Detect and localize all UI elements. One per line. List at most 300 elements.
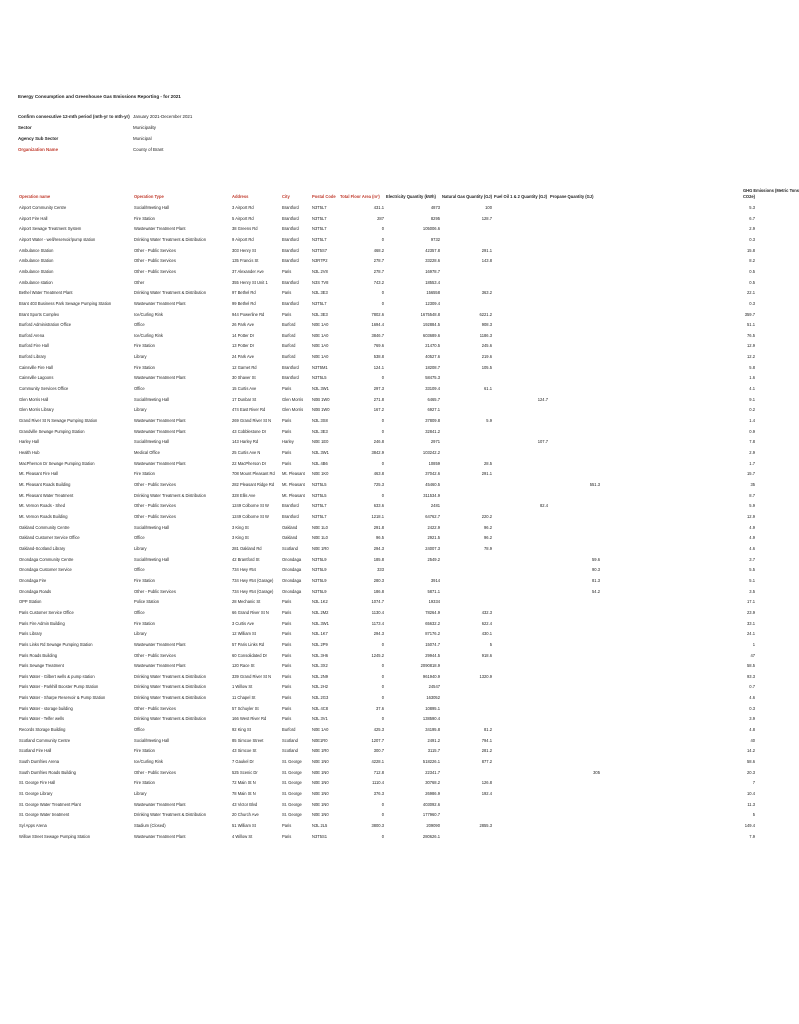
cell-city: Paris bbox=[282, 450, 292, 456]
cell-electricity: 21470.5 bbox=[425, 343, 440, 349]
cell-floor-area: 712.8 bbox=[373, 769, 384, 775]
cell-fuel-oil bbox=[493, 810, 549, 821]
cell-postal-code: N3T5S1 bbox=[312, 833, 328, 839]
cell-ghg: 15.7 bbox=[747, 471, 755, 477]
cell-natural-gas bbox=[441, 394, 493, 405]
cell-operation-type: Drinking Water Treatment & Distribution bbox=[134, 716, 206, 722]
cell-electricity: 192884.5 bbox=[422, 322, 440, 328]
cell-electricity: 45460.5 bbox=[425, 482, 440, 487]
cell-floor-area: 0 bbox=[381, 673, 384, 679]
cell-propane bbox=[549, 650, 601, 661]
cell-address: 9 Airport Rd bbox=[232, 236, 254, 242]
cell-natural-gas: 96.2 bbox=[484, 524, 492, 530]
cell-operation-type: Office bbox=[134, 567, 145, 573]
cell-postal-code: N3L 3V1 bbox=[312, 716, 328, 722]
cell-natural-gas bbox=[441, 661, 493, 672]
cell-floor-area: 294.3 bbox=[373, 545, 384, 551]
cell-city: Burford bbox=[282, 332, 296, 338]
meta-label: Sector bbox=[18, 125, 32, 130]
cell-electricity: 103242.2 bbox=[422, 450, 440, 456]
cell-fuel-oil bbox=[493, 448, 549, 459]
cell-floor-area: 1074.7 bbox=[371, 599, 384, 605]
cell-address: 72 Main St N bbox=[232, 780, 256, 786]
cell-postal-code: N0E 1R0 bbox=[312, 545, 329, 551]
cell-electricity: 1675548.8 bbox=[420, 311, 440, 317]
cell-electricity: 2921.5 bbox=[427, 535, 440, 541]
cell-city: Mt. Pleasant bbox=[282, 492, 305, 498]
cell-natural-gas: 622.4 bbox=[481, 620, 492, 626]
cell-electricity: 156558 bbox=[426, 290, 440, 296]
cell-operation-name: Paris Sewage Treatment bbox=[19, 663, 64, 669]
cell-city: Brantford bbox=[282, 226, 299, 232]
cell-propane: 90.3 bbox=[592, 567, 600, 573]
cell-propane bbox=[549, 384, 601, 395]
table-row bbox=[18, 778, 756, 789]
table-row bbox=[18, 416, 756, 427]
cell-ghg: 40 bbox=[750, 737, 755, 743]
cell-operation-name: Mt. Pleasant Fire Hall bbox=[19, 471, 59, 477]
cell-city: Burford bbox=[282, 727, 296, 733]
cell-ghg: 0.3 bbox=[749, 300, 755, 306]
cell-city: Brantford bbox=[282, 364, 299, 370]
cell-ghg: 0.7 bbox=[749, 684, 755, 690]
cell-natural-gas bbox=[441, 426, 493, 437]
cell-electricity: 22341.7 bbox=[425, 769, 440, 775]
cell-postal-code: N0E 1N0 bbox=[312, 759, 329, 765]
header-ghg bbox=[601, 188, 799, 203]
cell-postal-code: N0E 1L0 bbox=[312, 535, 328, 541]
table-row bbox=[18, 533, 756, 544]
cell-address: 135 Francis St bbox=[232, 258, 259, 264]
cell-fuel-oil bbox=[493, 490, 549, 501]
cell-natural-gas bbox=[441, 704, 493, 715]
cell-electricity: 32841.2 bbox=[425, 428, 440, 434]
cell-postal-code: N0E 1A0 bbox=[312, 343, 329, 349]
cell-address: 66 Grand River St N bbox=[232, 609, 269, 615]
cell-operation-type: Wastewater Treatment Plant bbox=[134, 418, 186, 424]
cell-propane bbox=[549, 213, 601, 224]
header-ghg-line1: GHG Emissions (Metric Tons bbox=[742, 188, 799, 194]
cell-propane bbox=[549, 203, 601, 214]
cell-ghg: 7.8 bbox=[749, 439, 755, 445]
cell-ghg: 12.9 bbox=[747, 343, 755, 349]
cell-address: 3 Curtis Ave bbox=[232, 620, 254, 626]
cell-propane bbox=[549, 778, 601, 789]
cell-operation-type: Other - Public Services bbox=[134, 268, 176, 274]
cell-electricity: 8295 bbox=[430, 215, 440, 221]
cell-propane bbox=[549, 544, 601, 555]
meta-label: Agency Sub Sector bbox=[18, 136, 59, 141]
cell-fuel-oil bbox=[493, 821, 549, 832]
cell-postal-code: N3T5L7 bbox=[312, 300, 327, 306]
cell-electricity: 2549.2 bbox=[427, 556, 440, 562]
cell-floor-area: 1694.4 bbox=[371, 322, 384, 328]
cell-floor-area: 0 bbox=[381, 663, 384, 669]
cell-natural-gas bbox=[441, 235, 493, 246]
cell-operation-type: Drinking Water Treatment & Distribution bbox=[134, 492, 206, 498]
cell-fuel-oil bbox=[493, 426, 549, 437]
cell-operation-name: Cainsville Fire Hall bbox=[19, 364, 53, 370]
cell-postal-code: N0E 1A0 bbox=[312, 332, 329, 338]
header-ghg-line2: CO2e) bbox=[742, 194, 755, 200]
cell-ghg: 0.2 bbox=[749, 407, 755, 413]
cell-floor-area: 0 bbox=[381, 695, 384, 701]
cell-operation-type: Wastewater Treatment Plant bbox=[134, 300, 186, 306]
table-row bbox=[18, 267, 756, 278]
cell-postal-code: N3L 3S8 bbox=[312, 418, 328, 424]
cell-propane bbox=[549, 661, 601, 672]
cell-electricity: 518226.1 bbox=[422, 759, 440, 765]
cell-propane bbox=[549, 629, 601, 640]
cell-postal-code: N0E 1L0 bbox=[312, 524, 328, 530]
cell-propane bbox=[549, 512, 601, 523]
cell-operation-name: Airport Fire Hall bbox=[19, 215, 48, 221]
cell-operation-name: Ambulance Station bbox=[19, 247, 54, 253]
cell-fuel-oil bbox=[493, 277, 549, 288]
cell-propane bbox=[549, 672, 601, 683]
cell-operation-type: Drinking Water Treatment & Distribution bbox=[134, 290, 206, 296]
cell-operation-name: South Dumfries Roads Building bbox=[19, 769, 76, 775]
cell-operation-name: Brant Sports Complex bbox=[19, 311, 60, 317]
cell-city: Paris bbox=[282, 684, 292, 690]
cell-city: Brantford bbox=[282, 204, 299, 210]
cell-electricity: 30768.2 bbox=[425, 780, 440, 786]
table-row bbox=[18, 394, 756, 405]
cell-electricity: 209090 bbox=[426, 823, 440, 828]
cell-fuel-oil bbox=[493, 480, 549, 491]
cell-natural-gas bbox=[441, 277, 493, 288]
cell-city: Paris bbox=[282, 716, 292, 722]
cell-postal-code: N0E1R0 bbox=[312, 737, 328, 743]
cell-electricity bbox=[385, 565, 441, 576]
table-row bbox=[18, 501, 756, 512]
cell-operation-name: Scotland Fire Hall bbox=[19, 748, 52, 754]
cell-ghg: 12.9 bbox=[747, 513, 755, 519]
header-operation-name: Operation name bbox=[19, 194, 51, 200]
cell-postal-code: N3L 2V8 bbox=[312, 268, 328, 274]
cell-floor-area: 37.6 bbox=[376, 705, 384, 711]
cell-ghg: 10.4 bbox=[747, 791, 755, 797]
cell-electricity: 403092.6 bbox=[422, 801, 440, 807]
cell-city: Burford bbox=[282, 354, 296, 360]
cell-postal-code: N0E 1A0 bbox=[312, 727, 329, 733]
cell-operation-name: Burford Administration Office bbox=[19, 322, 72, 328]
cell-natural-gas bbox=[441, 682, 493, 693]
cell-fuel-oil bbox=[493, 757, 549, 768]
cell-operation-type: Other - Public Services bbox=[134, 652, 176, 658]
cell-electricity: 29944.5 bbox=[425, 652, 440, 658]
cell-operation-type: Social/Meeting Hall bbox=[134, 556, 170, 562]
cell-natural-gas: 6221.2 bbox=[479, 311, 492, 317]
cell-city: Brantford bbox=[282, 247, 299, 253]
cell-fuel-oil: 124.7 bbox=[537, 396, 548, 402]
cell-ghg: 1.4 bbox=[749, 418, 755, 424]
cell-postal-code: N3T5L5 bbox=[312, 492, 327, 498]
cell-city: Oakland bbox=[282, 535, 298, 541]
cell-address: 1 Willow St bbox=[232, 684, 253, 690]
cell-natural-gas bbox=[441, 767, 493, 778]
cell-operation-type: Library bbox=[134, 354, 147, 360]
cell-postal-code: N3L 3W1 bbox=[312, 386, 329, 392]
cell-operation-name: Mt. Pleasant Water Treatment bbox=[19, 492, 74, 498]
cell-operation-name: Mt. Pleasant Roads Building bbox=[19, 482, 71, 487]
cell-propane bbox=[549, 352, 601, 363]
cell-city: St. George bbox=[282, 780, 302, 786]
cell-address: 339 Grand River St N bbox=[232, 673, 272, 679]
cell-natural-gas bbox=[441, 576, 493, 587]
cell-floor-area: 0 bbox=[381, 492, 384, 498]
cell-ghg: 6.7 bbox=[749, 215, 755, 221]
cell-propane bbox=[549, 224, 601, 235]
cell-ghg: 12.2 bbox=[747, 354, 755, 360]
cell-electricity: 2971 bbox=[430, 439, 440, 445]
cell-ghg: 5.8 bbox=[749, 364, 755, 370]
cell-floor-area: 1245.2 bbox=[371, 652, 384, 658]
cell-postal-code: N3L 2H2 bbox=[312, 684, 329, 690]
cell-natural-gas: 430.1 bbox=[481, 631, 492, 637]
cell-operation-name: Paris Links Rd Sewage Pumping Station bbox=[19, 641, 93, 647]
cell-address: 734 Hwy #54 (Garage) bbox=[232, 577, 274, 583]
cell-propane bbox=[549, 789, 601, 800]
cell-ghg: 17.1 bbox=[747, 599, 755, 605]
cell-postal-code: N3T5L9 bbox=[312, 588, 327, 594]
cell-floor-area: 0 bbox=[381, 236, 384, 242]
cell-ghg: 3.9 bbox=[749, 716, 755, 722]
cell-postal-code: N3T5L9 bbox=[312, 556, 327, 562]
cell-operation-type: Ice/Curling Rink bbox=[134, 311, 163, 317]
cell-address: 22 MacPherson Dr bbox=[232, 460, 267, 466]
cell-city: Paris bbox=[282, 663, 292, 669]
table-row bbox=[18, 437, 756, 448]
cell-address: 474 East River Rd bbox=[232, 407, 266, 413]
cell-ghg: 23.9 bbox=[747, 609, 755, 615]
cell-floor-area: 3800.3 bbox=[371, 823, 384, 828]
cell-operation-type: Fire Station bbox=[134, 343, 155, 349]
cell-city: Paris bbox=[282, 599, 292, 605]
table-row bbox=[18, 469, 756, 480]
cell-natural-gas bbox=[441, 480, 493, 491]
cell-postal-code: N3T5L7 bbox=[312, 513, 327, 519]
cell-fuel-oil bbox=[493, 458, 549, 469]
table-row bbox=[18, 789, 756, 800]
cell-natural-gas: 126.8 bbox=[481, 780, 492, 786]
cell-address: 37 Alexander Ave bbox=[232, 268, 264, 274]
cell-electricity: 280626.1 bbox=[422, 833, 440, 839]
table-row bbox=[18, 554, 756, 565]
report-title: Energy Consumption and Greenhouse Gas Emissions Reporting - for 2021 bbox=[18, 94, 181, 99]
cell-address: 30 Shaver St bbox=[232, 375, 256, 381]
cell-city: Brantford bbox=[282, 300, 299, 306]
cell-operation-name: Grand River St N Sewage Pumping Station bbox=[19, 418, 98, 424]
cell-floor-area: 186.8 bbox=[373, 588, 384, 594]
cell-ghg: 4.9 bbox=[749, 524, 755, 530]
cell-ghg: 149.4 bbox=[744, 823, 755, 828]
cell-electricity: 5871.1 bbox=[427, 588, 440, 594]
cell-floor-area: 743.2 bbox=[373, 279, 384, 285]
cell-operation-name: Ambulance Station bbox=[19, 268, 54, 274]
cell-operation-type: Social/Meeting Hall bbox=[134, 737, 170, 743]
cell-city: Harley bbox=[282, 439, 294, 445]
cell-postal-code: N3S 7V8 bbox=[312, 279, 329, 285]
cell-electricity: 2090818.9 bbox=[420, 663, 440, 669]
table-row bbox=[18, 704, 756, 715]
cell-operation-name: Airport Community Centre bbox=[19, 204, 67, 210]
cell-ghg: 3.7 bbox=[749, 556, 755, 562]
cell-ghg: 4.1 bbox=[749, 386, 755, 392]
cell-fuel-oil bbox=[493, 341, 549, 352]
cell-postal-code: N3L 3E3 bbox=[312, 428, 328, 434]
cell-natural-gas: 1320.9 bbox=[479, 673, 492, 679]
cell-city: Paris bbox=[282, 418, 292, 424]
cell-propane bbox=[549, 608, 601, 619]
cell-postal-code: N0E 1N0 bbox=[312, 812, 329, 818]
cell-city: Onondaga bbox=[282, 567, 302, 573]
cell-operation-type: Police Station bbox=[134, 599, 160, 605]
cell-natural-gas bbox=[441, 693, 493, 704]
table-row bbox=[18, 245, 756, 256]
cell-propane bbox=[549, 597, 601, 608]
cell-natural-gas bbox=[441, 810, 493, 821]
cell-floor-area: 1110.4 bbox=[372, 780, 384, 786]
cell-city: Paris bbox=[282, 705, 292, 711]
table-row bbox=[18, 586, 756, 597]
cell-electricity: 18208.7 bbox=[425, 364, 440, 370]
cell-address: 525 Scenic Dr bbox=[232, 769, 258, 775]
table-row bbox=[18, 363, 756, 374]
cell-fuel-oil bbox=[493, 235, 549, 246]
table-row bbox=[18, 352, 756, 363]
table-row bbox=[18, 235, 756, 246]
cell-natural-gas bbox=[441, 714, 493, 725]
cell-operation-type: Fire Station bbox=[134, 577, 155, 583]
cell-electricity: 105006.6 bbox=[422, 226, 440, 232]
cell-fuel-oil bbox=[493, 608, 549, 619]
cell-natural-gas: 2855.3 bbox=[479, 823, 492, 828]
cell-natural-gas bbox=[441, 224, 493, 235]
cell-floor-area: 333 bbox=[377, 567, 384, 573]
cell-operation-name: Health Hub bbox=[19, 450, 40, 456]
cell-ghg: 1.6 bbox=[749, 375, 755, 381]
cell-address: 92 King St bbox=[232, 727, 251, 733]
cell-operation-name: Paris Library bbox=[19, 631, 42, 637]
cell-ghg: 4.6 bbox=[749, 545, 755, 551]
cell-operation-type: Other - Public Services bbox=[134, 258, 176, 264]
cell-fuel-oil bbox=[493, 256, 549, 267]
table-row bbox=[18, 458, 756, 469]
cell-propane bbox=[549, 469, 601, 480]
cell-natural-gas: 1186.3 bbox=[479, 332, 492, 338]
cell-electricity: 10859 bbox=[428, 460, 440, 466]
cell-address: 38 Greens Rd bbox=[232, 226, 258, 232]
table-row bbox=[18, 512, 756, 523]
cell-postal-code: N3L 3W1 bbox=[312, 450, 329, 456]
cell-postal-code: N0E 1N0 bbox=[312, 780, 329, 786]
cell-operation-name: Airport Water - well/reservoir/pump station bbox=[19, 236, 96, 242]
cell-electricity: 603689.6 bbox=[422, 332, 440, 338]
cell-electricity: 37809.8 bbox=[425, 418, 440, 424]
cell-propane bbox=[549, 533, 601, 544]
cell-fuel-oil bbox=[493, 661, 549, 672]
cell-natural-gas: 143.8 bbox=[481, 258, 492, 264]
cell-ghg: 33.1 bbox=[747, 620, 755, 626]
cell-operation-type: Other - Public Services bbox=[134, 588, 176, 594]
cell-ghg: 0.3 bbox=[749, 236, 755, 242]
cell-natural-gas bbox=[441, 831, 493, 842]
cell-city: Onondaga bbox=[282, 588, 302, 594]
cell-operation-name: Paris Customer Service Office bbox=[19, 609, 74, 615]
cell-floor-area: 185.8 bbox=[373, 556, 384, 562]
cell-operation-type: Office bbox=[134, 386, 145, 392]
cell-address: 3 King St bbox=[232, 535, 249, 541]
cell-ghg: 7 bbox=[752, 780, 755, 786]
cell-propane bbox=[549, 831, 601, 842]
cell-operation-type: Medical Office bbox=[134, 450, 160, 456]
header-address: Address bbox=[232, 194, 249, 200]
cell-fuel-oil bbox=[493, 320, 549, 331]
cell-propane bbox=[549, 810, 601, 821]
cell-floor-area: 124.1 bbox=[373, 364, 384, 370]
cell-fuel-oil: 107.7 bbox=[537, 439, 548, 445]
table-row bbox=[18, 522, 756, 533]
cell-electricity: 18553.4 bbox=[425, 279, 440, 285]
cell-address: 60 Consolidated Dr bbox=[232, 652, 268, 658]
cell-postal-code: N3T5L9 bbox=[312, 567, 327, 573]
cell-ghg: 8.2 bbox=[749, 258, 755, 264]
cell-ghg: 58.6 bbox=[747, 759, 755, 765]
cell-postal-code: N3L 3W1 bbox=[312, 620, 329, 626]
cell-natural-gas: 28.5 bbox=[484, 460, 492, 466]
table-row bbox=[18, 405, 756, 416]
cell-city: Brantford bbox=[282, 503, 299, 509]
cell-electricity: 24547 bbox=[428, 684, 440, 690]
cell-electricity: 33228.6 bbox=[425, 258, 440, 264]
cell-floor-area: 291.8 bbox=[373, 524, 384, 530]
cell-city: St. George bbox=[282, 801, 302, 807]
cell-address: 12 Garnet Rd bbox=[232, 364, 257, 370]
cell-operation-type: Social/Meeting Hall bbox=[134, 396, 170, 402]
cell-address: 20 Church Ave bbox=[232, 812, 259, 818]
cell-fuel-oil bbox=[493, 416, 549, 427]
table-row bbox=[18, 799, 756, 810]
cell-natural-gas bbox=[441, 501, 493, 512]
table-row bbox=[18, 309, 756, 320]
cell-ghg: 0.5 bbox=[749, 268, 755, 274]
cell-operation-name: Brant 403 Business Park Sewage Pumping Station bbox=[19, 300, 112, 306]
cell-operation-name: Airport Sewage Treatment System bbox=[19, 226, 82, 232]
cell-floor-area: 278.7 bbox=[373, 258, 384, 264]
cell-city: St. George bbox=[282, 812, 302, 818]
cell-address: 7 Gaukel Dr bbox=[232, 759, 254, 765]
cell-operation-type: Other - Public Services bbox=[134, 247, 176, 253]
cell-propane bbox=[549, 618, 601, 629]
cell-postal-code: N3L 2P9 bbox=[312, 641, 328, 647]
cell-natural-gas: 81.2 bbox=[484, 727, 492, 733]
cell-fuel-oil bbox=[493, 693, 549, 704]
cell-electricity: 78264.9 bbox=[425, 609, 440, 615]
cell-operation-name: Paris Fire Admin Building bbox=[19, 620, 65, 626]
cell-operation-name: Burford Fire Hall bbox=[19, 343, 49, 349]
cell-fuel-oil bbox=[493, 522, 549, 533]
cell-floor-area: 96.5 bbox=[376, 535, 384, 541]
cell-floor-area: 468.2 bbox=[373, 247, 384, 253]
cell-fuel-oil bbox=[493, 565, 549, 576]
cell-fuel-oil bbox=[493, 299, 549, 310]
cell-postal-code: N3T5L7 bbox=[312, 204, 327, 210]
cell-floor-area: 1207.7 bbox=[371, 737, 384, 743]
cell-propane bbox=[549, 821, 601, 832]
cell-operation-type: Ice/Curling Rink bbox=[134, 759, 163, 765]
cell-ghg: 11.3 bbox=[747, 801, 755, 807]
